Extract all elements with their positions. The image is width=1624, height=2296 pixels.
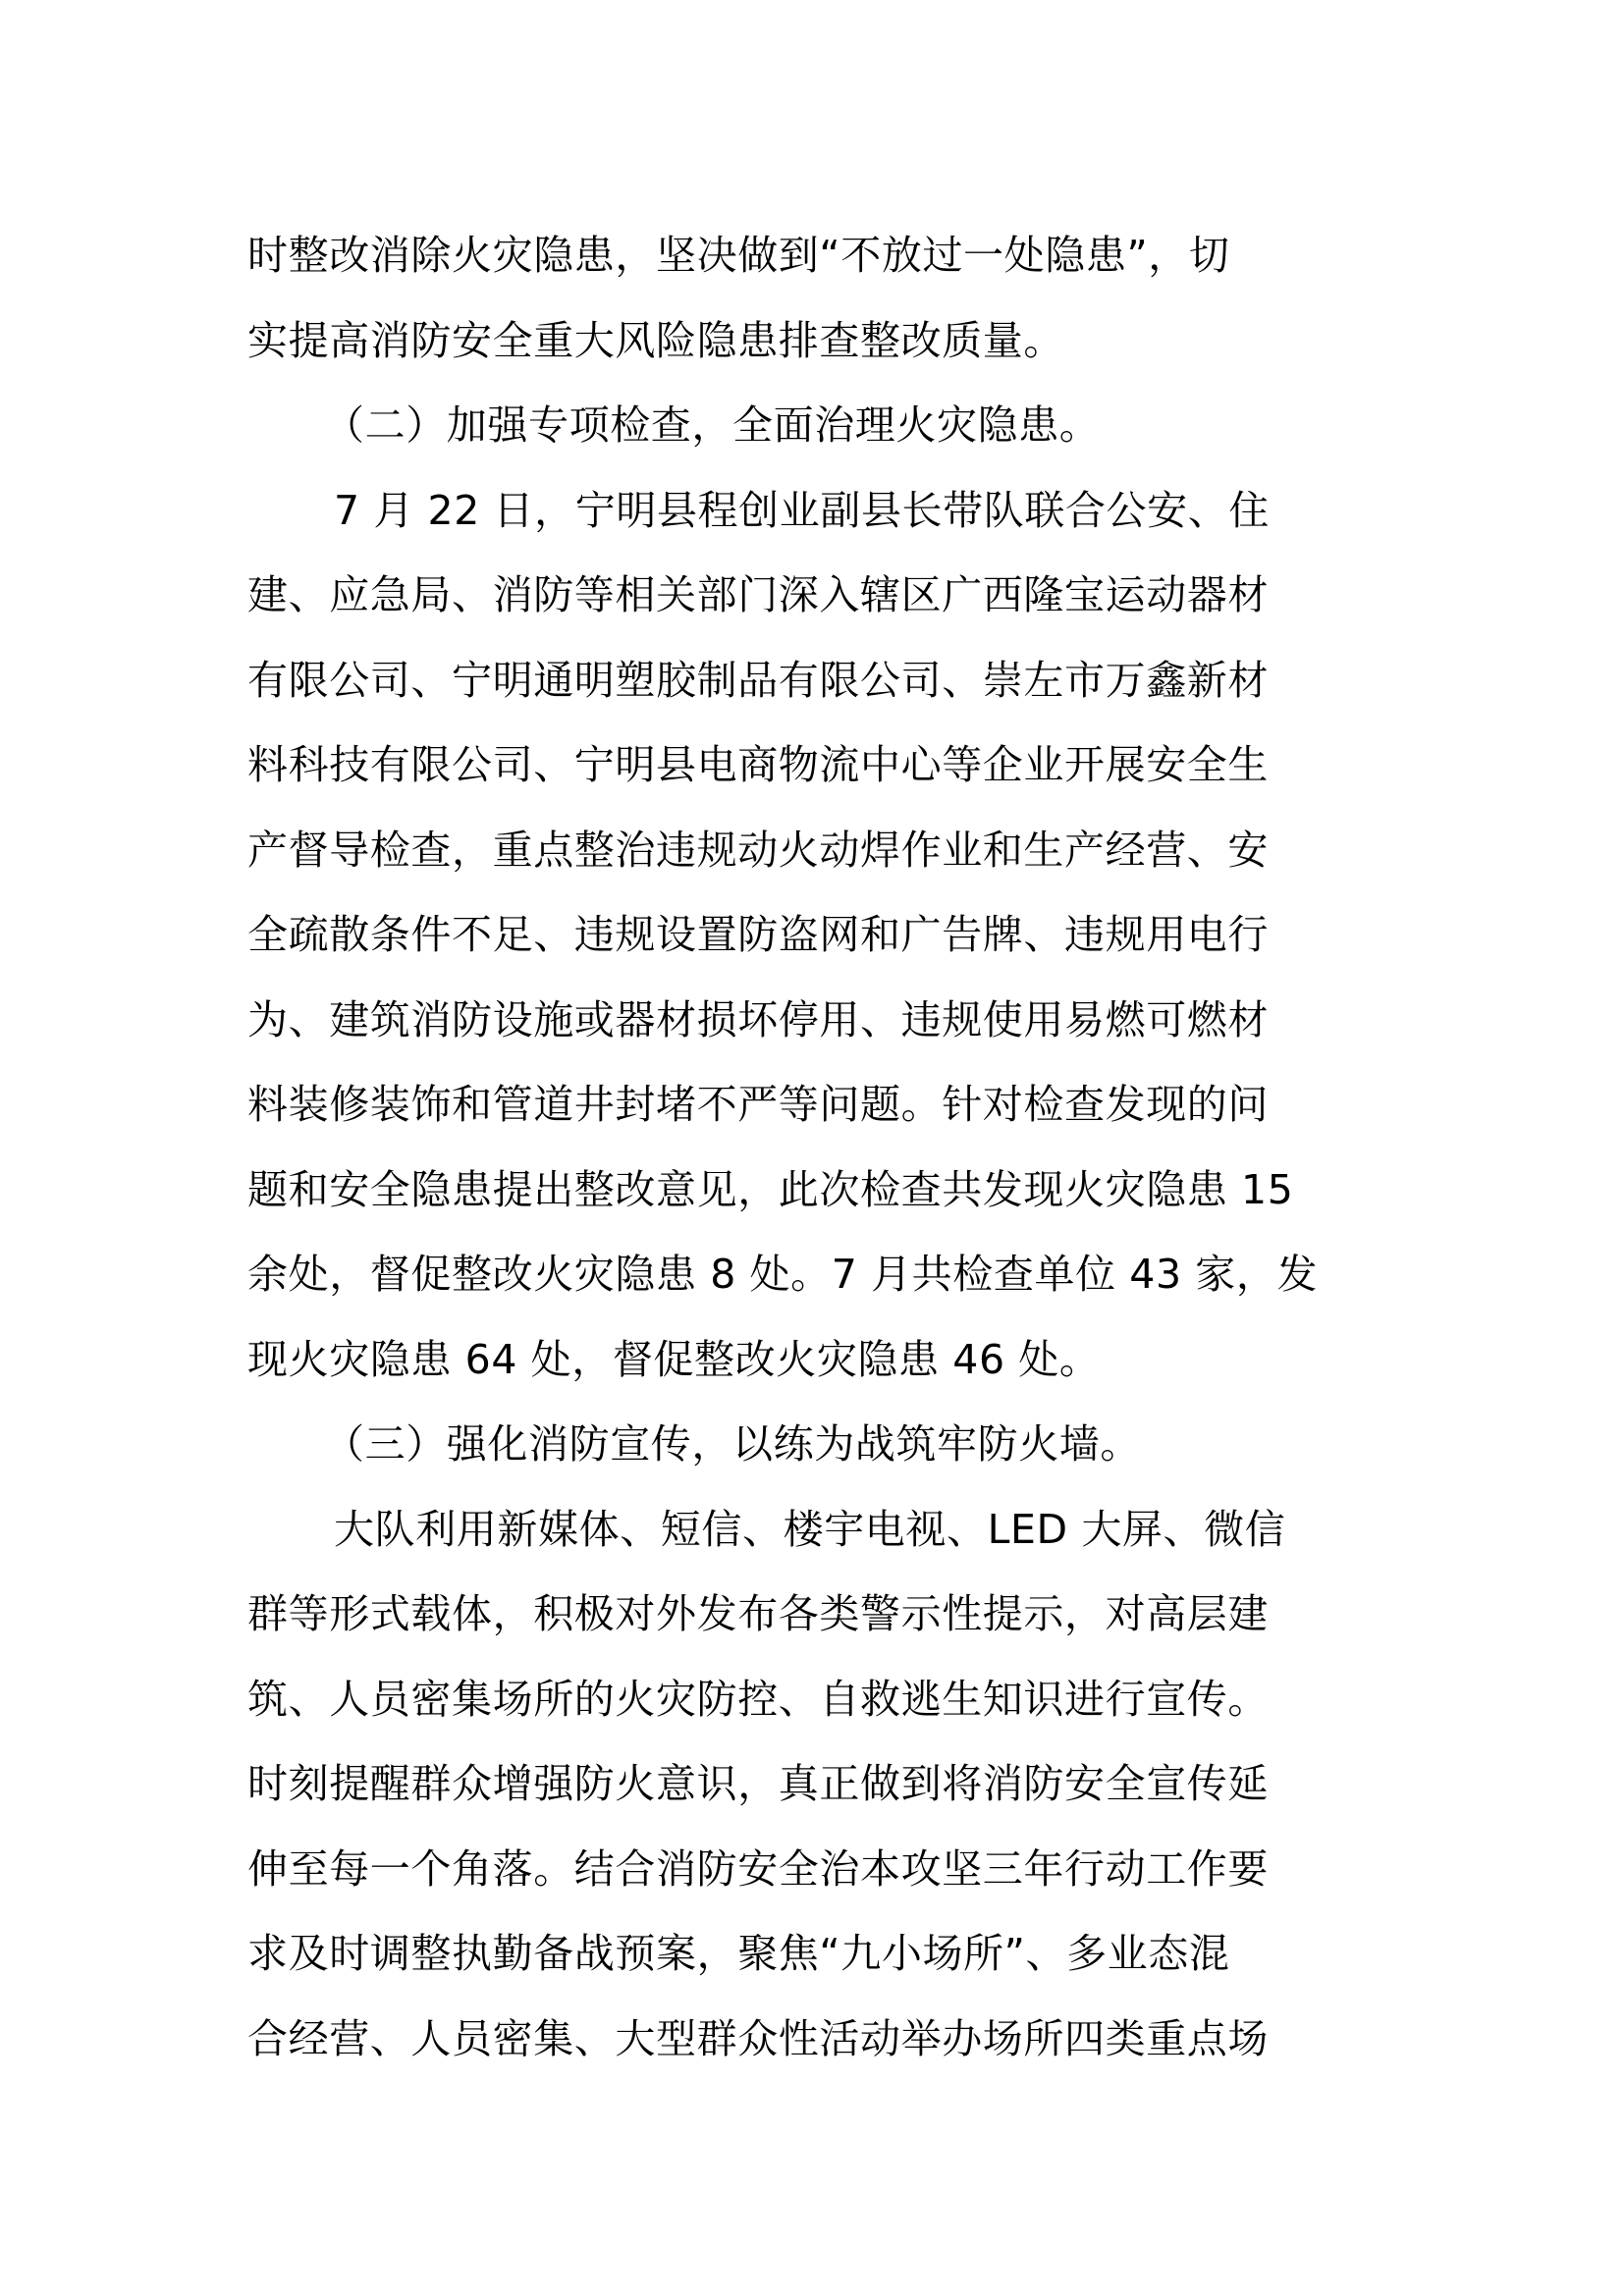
text-line: 合经营、人员密集、大型群众性活动举办场所四类重点场 (247, 2015, 1269, 2062)
text-line: 时整改消除火灾隐患，坚决做到“不放过一处隐患”，切 (247, 232, 1230, 279)
paragraph-first-line: 大队利用新媒体、短信、楼宇电视、LED 大屏、微信 (334, 1506, 1286, 1553)
text-line: 为、建筑消防设施或器材损坏停用、违规使用易燃可燃材 (247, 996, 1269, 1043)
text-line: 时刻提醒群众增强防火意识，真正做到将消防安全宣传延 (247, 1760, 1269, 1807)
text-line: 料科技有限公司、宁明县电商物流中心等企业开展安全生 (247, 741, 1269, 788)
paragraph-first-line: 7 月 22 日，宁明县程创业副县长带队联合公安、住 (334, 487, 1270, 534)
text-line: 有限公司、宁明通明塑胶制品有限公司、崇左市万鑫新材 (247, 657, 1269, 704)
text-line: 筑、人员密集场所的火灾防控、自救逃生知识进行宣传。 (247, 1676, 1269, 1723)
text-line: 现火灾隐患 64 处，督促整改火灾隐患 46 处。 (247, 1336, 1101, 1383)
text-line: 全疏散条件不足、违规设置防盗网和广告牌、违规用电行 (247, 911, 1269, 958)
text-line: 群等形式载体，积极对外发布各类警示性提示，对高层建 (247, 1590, 1269, 1637)
text-line: 建、应急局、消防等相关部门深入辖区广西隆宝运动器材 (247, 571, 1269, 618)
text-line: 料装修装饰和管道井封堵不严等问题。针对检查发现的问 (247, 1081, 1269, 1128)
text-line: 题和安全隐患提出整改意见，此次检查共发现火灾隐患 15 (247, 1166, 1294, 1213)
text-line: 实提高消防安全重大风险隐患排查整改质量。 (247, 317, 1064, 364)
text-line: 产督导检查，重点整治违规动火动焊作业和生产经营、安 (247, 827, 1269, 874)
text-line: 余处，督促整改火灾隐患 8 处。7 月共检查单位 43 家，发 (247, 1251, 1319, 1298)
text-line: 求及时调整执勤备战预案，聚焦“九小场所”、多业态混 (247, 1930, 1230, 1977)
section-heading: （二）加强专项检查，全面治理火灾隐患。 (324, 401, 1101, 449)
text-line: 伸至每一个角落。结合消防安全治本攻坚三年行动工作要 (247, 1845, 1269, 1893)
section-heading: （三）强化消防宣传，以练为战筑牢防火墙。 (324, 1420, 1141, 1468)
